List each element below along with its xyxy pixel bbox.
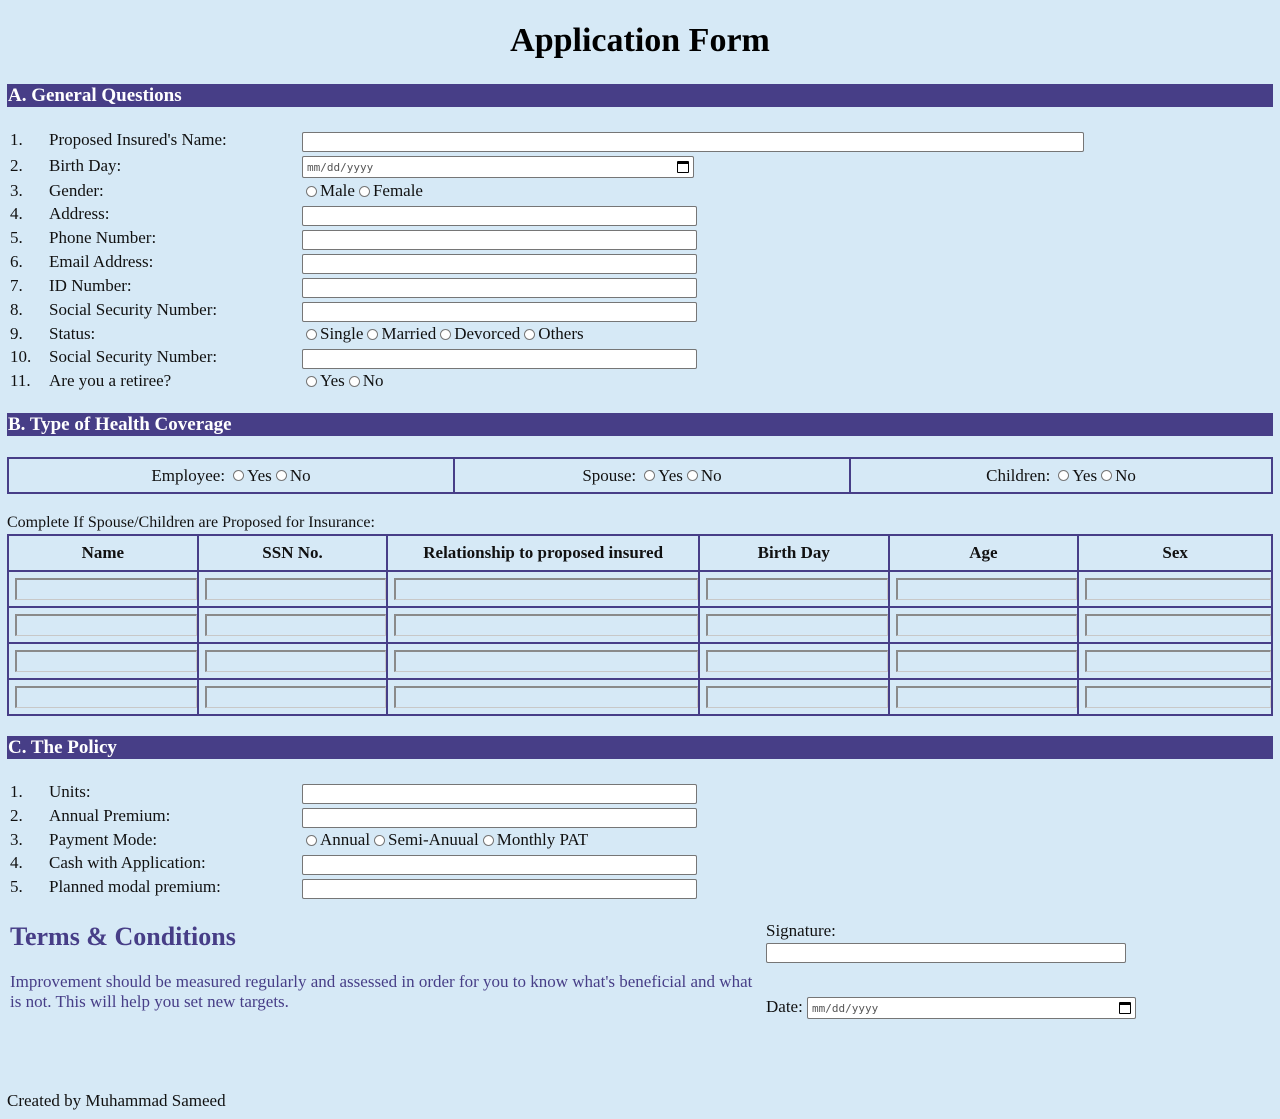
table-cell <box>387 607 699 643</box>
radio-no[interactable] <box>349 376 360 387</box>
date-input[interactable] <box>807 997 1136 1019</box>
calendar-icon[interactable] <box>1119 1002 1131 1014</box>
age-cell-input[interactable] <box>896 578 1078 600</box>
dependents-note: Complete If Spouse/Children are Proposed for Insurance: <box>7 514 375 531</box>
gender-radio-group <box>302 180 423 202</box>
ssn-cell-input[interactable] <box>205 686 387 708</box>
table-cell <box>387 643 699 679</box>
question-number: 3. <box>10 181 23 200</box>
birthday-cell-input[interactable] <box>706 686 888 708</box>
table-cell <box>699 607 889 643</box>
column-header: Name <box>8 535 198 571</box>
ssn-cell-input[interactable] <box>205 578 387 600</box>
question-row <box>10 829 302 851</box>
name-cell-input[interactable] <box>15 686 197 708</box>
radio-devorced[interactable] <box>440 329 451 340</box>
age-cell-input[interactable] <box>896 614 1078 636</box>
table-cell <box>1078 643 1272 679</box>
question-number: 4. <box>10 853 23 872</box>
table-cell <box>889 571 1079 607</box>
question-row <box>10 852 302 874</box>
signature-input[interactable] <box>766 943 1126 963</box>
page-title: Application Form <box>510 22 770 59</box>
id-number-input[interactable] <box>302 278 697 298</box>
birthday-cell-input[interactable] <box>706 650 888 672</box>
planned-modal-premium-input[interactable] <box>302 879 697 899</box>
question-number: 1. <box>10 782 23 801</box>
table-row <box>8 607 1272 643</box>
terms-title: Terms & Conditions <box>10 922 236 951</box>
question-row <box>10 781 302 803</box>
sex-cell-input[interactable] <box>1085 578 1271 600</box>
question-row <box>10 346 302 368</box>
calendar-icon[interactable] <box>677 161 689 173</box>
coverage-label: Employee: <box>151 465 226 485</box>
radio-label: Single <box>320 324 364 343</box>
coverage-employee <box>9 459 455 492</box>
relationship-cell-input[interactable] <box>394 578 698 600</box>
name-cell-input[interactable] <box>15 650 197 672</box>
radio-label: Yes <box>247 465 272 485</box>
table-cell <box>8 679 198 715</box>
question-label: Address: <box>49 204 110 223</box>
question-number: 10. <box>10 347 32 366</box>
question-number: 2. <box>10 806 23 825</box>
radio-semi-annual[interactable] <box>374 835 385 846</box>
table-cell <box>699 643 889 679</box>
radio-yes[interactable] <box>644 470 655 481</box>
coverage-label: Spouse: <box>582 465 637 485</box>
relationship-cell-input[interactable] <box>394 650 698 672</box>
question-label: Units: <box>49 782 91 801</box>
retiree-radio-group <box>302 370 384 392</box>
question-number: 4. <box>10 204 23 223</box>
radio-others[interactable] <box>524 329 535 340</box>
column-header: Birth Day <box>699 535 889 571</box>
radio-label: Yes <box>320 371 345 390</box>
name-cell-input[interactable] <box>15 614 197 636</box>
question-row <box>10 370 302 392</box>
question-label: Annual Premium: <box>49 806 171 825</box>
coverage-children <box>851 459 1271 492</box>
question-label: Status: <box>49 324 96 343</box>
question-number: 2. <box>10 156 23 175</box>
radio-label: Annual <box>320 830 371 849</box>
question-row <box>10 299 302 321</box>
dependents-table <box>7 534 1273 716</box>
table-header-row <box>8 535 1272 571</box>
coverage-table <box>7 457 1273 494</box>
column-header: Sex <box>1078 535 1272 571</box>
terms-text: Improvement should be measured regularly and assessed in order for you to know what's beneficial and what is not. This will help you set new targets. <box>10 972 753 1011</box>
sex-cell-input[interactable] <box>1085 650 1271 672</box>
table-cell <box>198 607 388 643</box>
table-cell <box>8 607 198 643</box>
table-cell <box>699 679 889 715</box>
table-cell <box>889 679 1079 715</box>
table-cell <box>8 643 198 679</box>
table-cell <box>387 679 699 715</box>
birthday-cell-input[interactable] <box>706 578 888 600</box>
radio-label: Monthly PAT <box>496 830 589 849</box>
birth-day-input[interactable] <box>302 156 694 178</box>
sex-cell-input[interactable] <box>1085 686 1271 708</box>
question-row <box>10 129 302 151</box>
question-row <box>10 275 302 297</box>
column-header: Relationship to proposed insured <box>387 535 699 571</box>
question-number: 7. <box>10 276 23 295</box>
table-cell <box>889 607 1079 643</box>
table-cell <box>8 571 198 607</box>
insured-name-input[interactable] <box>302 132 1084 152</box>
radio-label: Female <box>372 181 423 200</box>
section-c-header: C. The Policy <box>7 736 1273 759</box>
radio-label: Devorced <box>454 324 521 343</box>
radio-single[interactable] <box>306 329 317 340</box>
radio-label: Yes <box>1072 465 1098 485</box>
radio-annual[interactable] <box>306 835 317 846</box>
name-cell-input[interactable] <box>15 578 197 600</box>
question-label: Email Address: <box>49 252 154 271</box>
radio-label: No <box>700 465 722 485</box>
radio-label: Yes <box>658 465 683 485</box>
question-label: Phone Number: <box>49 228 157 247</box>
radio-label: Male <box>320 181 355 200</box>
radio-monthly-pat[interactable] <box>483 835 494 846</box>
question-label: Cash with Application: <box>49 853 206 872</box>
radio-label: Others <box>538 324 584 343</box>
question-number: 8. <box>10 300 23 319</box>
table-row <box>8 679 1272 715</box>
radio-no[interactable] <box>687 470 698 481</box>
question-number: 11. <box>10 371 31 390</box>
signature-label: Signature: <box>766 921 836 940</box>
radio-no[interactable] <box>276 470 287 481</box>
relationship-cell-input[interactable] <box>394 614 698 636</box>
question-row <box>10 805 302 827</box>
question-label: Social Security Number: <box>49 347 218 366</box>
address-input[interactable] <box>302 206 697 226</box>
birthday-cell-input[interactable] <box>706 614 888 636</box>
email-input[interactable] <box>302 254 697 274</box>
radio-yes[interactable] <box>1058 470 1069 481</box>
question-label: Planned modal premium: <box>49 877 221 896</box>
question-row <box>10 155 302 177</box>
section-b-header: B. Type of Health Coverage <box>7 413 1273 436</box>
radio-yes[interactable] <box>306 376 317 387</box>
radio-married[interactable] <box>367 329 378 340</box>
question-row <box>10 251 302 273</box>
radio-male[interactable] <box>306 186 317 197</box>
ssn-cell-input[interactable] <box>205 614 387 636</box>
units-input[interactable] <box>302 784 697 804</box>
age-cell-input[interactable] <box>896 686 1078 708</box>
table-cell <box>198 571 388 607</box>
section-a-header: A. General Questions <box>7 84 1273 107</box>
table-cell <box>198 679 388 715</box>
age-cell-input[interactable] <box>896 650 1078 672</box>
question-row <box>10 203 302 225</box>
annual-premium-input[interactable] <box>302 808 697 828</box>
table-cell <box>1078 607 1272 643</box>
table-cell <box>1078 679 1272 715</box>
cash-with-application-input[interactable] <box>302 855 697 875</box>
question-number: 1. <box>10 130 23 149</box>
question-row <box>10 876 302 898</box>
question-row <box>10 323 302 345</box>
column-header: Age <box>889 535 1079 571</box>
question-number: 3. <box>10 830 23 849</box>
question-number: 5. <box>10 228 23 247</box>
date-placeholder: mm/dd/yyyy <box>812 1001 879 1015</box>
question-label: Gender: <box>49 181 104 200</box>
radio-yes[interactable] <box>233 470 244 481</box>
payment-mode-radio-group <box>302 829 588 851</box>
radio-label: Semi-Anuual <box>388 830 479 849</box>
question-label: Are you a retiree? <box>49 371 172 390</box>
column-header: SSN No. <box>198 535 388 571</box>
question-label: ID Number: <box>49 276 132 295</box>
table-cell <box>889 643 1079 679</box>
coverage-spouse <box>455 459 851 492</box>
radio-no[interactable] <box>1101 470 1112 481</box>
question-row <box>10 227 302 249</box>
question-number: 9. <box>10 324 23 343</box>
radio-label: No <box>362 371 384 390</box>
status-radio-group <box>302 323 584 345</box>
date-placeholder: mm/dd/yyyy <box>307 160 374 174</box>
table-cell <box>387 571 699 607</box>
question-label: Payment Mode: <box>49 830 158 849</box>
table-cell <box>198 643 388 679</box>
date-label: Date: <box>766 997 803 1016</box>
table-row <box>8 571 1272 607</box>
coverage-label: Children: <box>986 465 1051 485</box>
radio-label: Married <box>381 324 437 343</box>
question-label: Social Security Number: <box>49 300 218 319</box>
ssn-input[interactable] <box>302 302 697 322</box>
table-row <box>8 643 1272 679</box>
question-number: 5. <box>10 877 23 896</box>
table-cell <box>1078 571 1272 607</box>
table-cell <box>699 571 889 607</box>
ssn-input-2[interactable] <box>302 349 697 369</box>
question-label: Proposed Insured's Name: <box>49 130 227 149</box>
question-number: 6. <box>10 252 23 271</box>
radio-label: No <box>289 465 311 485</box>
ssn-cell-input[interactable] <box>205 650 387 672</box>
radio-label: No <box>1115 465 1136 485</box>
radio-female[interactable] <box>359 186 370 197</box>
relationship-cell-input[interactable] <box>394 686 698 708</box>
question-row <box>10 180 302 202</box>
question-label: Birth Day: <box>49 156 122 175</box>
footer-credit: Created by Muhammad Sameed <box>7 1091 226 1110</box>
sex-cell-input[interactable] <box>1085 614 1271 636</box>
phone-input[interactable] <box>302 230 697 250</box>
